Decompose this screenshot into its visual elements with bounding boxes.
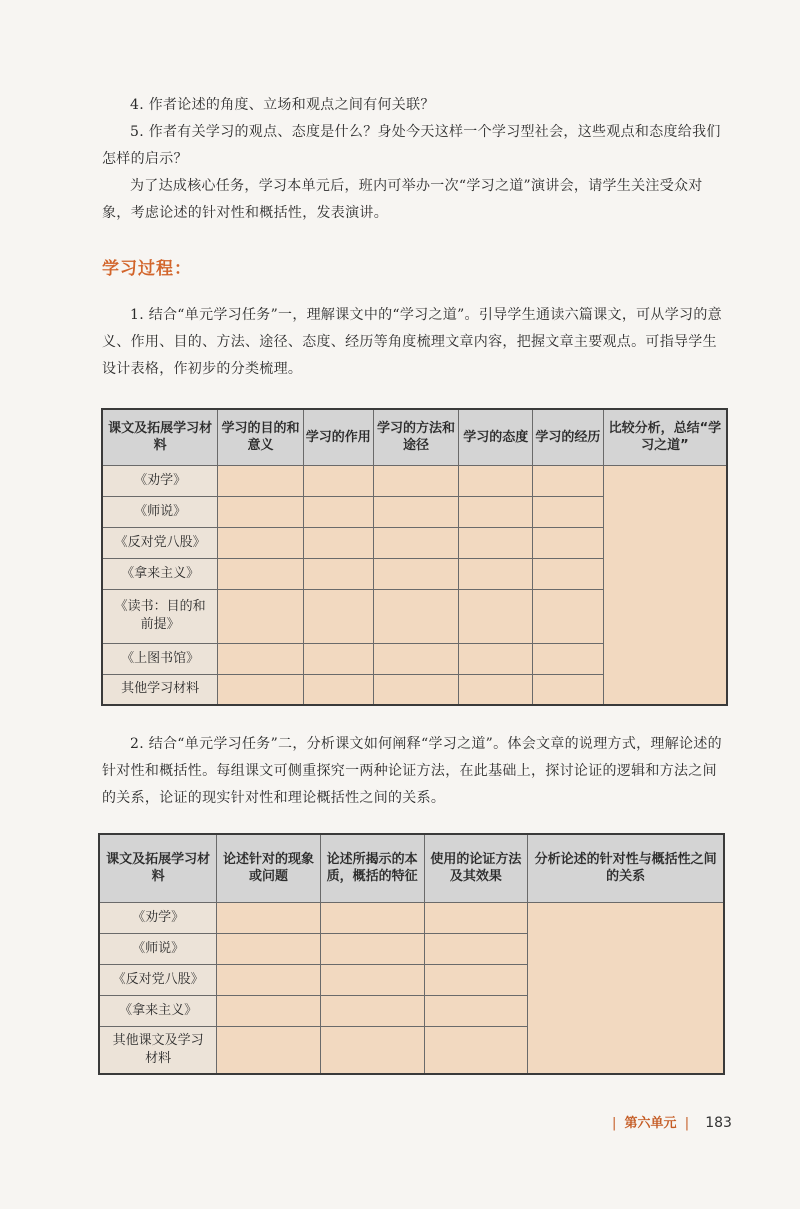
- row-label: 《师说》: [99, 933, 217, 964]
- table-cell: [533, 496, 604, 527]
- table-cell: [320, 964, 424, 995]
- table-cell: [373, 465, 459, 496]
- row-label: 其他课文及学习材料: [99, 1026, 217, 1074]
- table-cell: [373, 589, 459, 643]
- table-cell: [373, 558, 459, 589]
- table-cell: [373, 527, 459, 558]
- learning-way-table: [101, 408, 728, 706]
- table-cell: [533, 465, 604, 496]
- header-cell: 比较分析，总结“学习之道”: [603, 409, 727, 465]
- argument-analysis-table: [98, 833, 725, 1075]
- table-cell: [217, 995, 321, 1026]
- row-label: 其他学习材料: [102, 674, 218, 705]
- table-cell: [303, 558, 373, 589]
- header-cell: 课文及拓展学习材料: [102, 409, 218, 465]
- summary-cell: [528, 902, 724, 1074]
- table-cell: [459, 643, 533, 674]
- row-label: 《师说》: [102, 496, 218, 527]
- table-cell: [373, 496, 459, 527]
- table-cell: [459, 527, 533, 558]
- row-label: 《上图书馆》: [102, 643, 218, 674]
- table-cell: [424, 995, 528, 1026]
- table-cell: [320, 933, 424, 964]
- question-5: 5. 作者有关学习的观点、态度是什么？身处今天这样一个学习型社会，这些观点和态度给我们怎样的启示？: [102, 124, 721, 167]
- summary-cell: [603, 465, 727, 705]
- row-label: 《劝学》: [99, 902, 217, 933]
- header-cell: 学习的方法和途径: [373, 409, 459, 465]
- row-label: 《读书：目的和前提》: [102, 589, 218, 643]
- page-number: 183: [705, 1115, 732, 1131]
- table-cell: [459, 496, 533, 527]
- table-cell: [218, 527, 304, 558]
- table-cell: [533, 527, 604, 558]
- table-cell: [218, 589, 304, 643]
- header-cell: 学习的目的和意义: [218, 409, 304, 465]
- row-label: 《反对党八股》: [99, 964, 217, 995]
- table-cell: [320, 1026, 424, 1074]
- table-cell: [303, 674, 373, 705]
- table-cell: [218, 558, 304, 589]
- table-cell: [533, 674, 604, 705]
- table-cell: [459, 558, 533, 589]
- header-cell: 学习的经历: [533, 409, 604, 465]
- table-cell: [373, 674, 459, 705]
- intro-paragraph: 为了达成核心任务，学习本单元后，班内可举办一次“学习之道”演讲会，请学生关注受众对象，考虑论述的针对性和概括性，发表演讲。: [102, 178, 703, 221]
- table-cell: [459, 589, 533, 643]
- table-header-row: [99, 834, 724, 902]
- table-cell: [424, 964, 528, 995]
- table-cell: [217, 902, 321, 933]
- table-cell: [303, 465, 373, 496]
- step-1-paragraph: 1. 结合“单元学习任务”一，理解课文中的“学习之道”。引导学生通读六篇课文，可从学习的意义、作用、目的、方法、途径、态度、经历等角度梳理文章内容，把握文章主要观点。可指导学生设计表格，作初步的分类梳理。: [102, 307, 722, 377]
- table-cell: [217, 933, 321, 964]
- table-cell: [533, 643, 604, 674]
- row-label: 《拿来主义》: [102, 558, 218, 589]
- table-cell: [533, 589, 604, 643]
- footer-divider: |: [684, 1116, 690, 1131]
- footer-divider: |: [612, 1116, 617, 1131]
- header-cell: 论述所揭示的本质，概括的特征: [320, 834, 424, 902]
- header-cell: 论述针对的现象或问题: [217, 834, 321, 902]
- table-cell: [320, 995, 424, 1026]
- table-cell: [218, 674, 304, 705]
- table-row: [99, 902, 724, 933]
- table-cell: [459, 465, 533, 496]
- table-cell: [218, 643, 304, 674]
- unit-label: 第六单元: [624, 1116, 677, 1131]
- step-2-paragraph: 2. 结合“单元学习任务”二，分析课文如何阐释“学习之道”。体会文章的说理方式，理解论述的针对性和概括性。每组课文可侧重探究一两种论证方法，在此基础上，探讨论证的逻辑和方法之间的关系，论证的现实针对性和理论概括性之间的关系。: [102, 736, 722, 806]
- table-cell: [459, 674, 533, 705]
- header-cell: 使用的论证方法及其效果: [424, 834, 528, 902]
- header-cell: 学习的态度: [459, 409, 533, 465]
- question-4: 4. 作者论述的角度、立场和观点之间有何关联？: [130, 97, 435, 113]
- table-cell: [218, 496, 304, 527]
- row-label: 《劝学》: [102, 465, 218, 496]
- table-cell: [303, 589, 373, 643]
- header-cell: 分析论述的针对性与概括性之间的关系: [528, 834, 724, 902]
- table-cell: [303, 527, 373, 558]
- table-cell: [217, 964, 321, 995]
- table-cell: [533, 558, 604, 589]
- table-header-row: [102, 409, 727, 465]
- section-title: 学习过程：: [102, 259, 192, 279]
- row-label: 《反对党八股》: [102, 527, 218, 558]
- table-row: [102, 465, 727, 496]
- table-cell: [218, 465, 304, 496]
- table-cell: [217, 1026, 321, 1074]
- table-cell: [424, 902, 528, 933]
- row-label: 《拿来主义》: [99, 995, 217, 1026]
- table-cell: [373, 643, 459, 674]
- header-cell: 课文及拓展学习材料: [99, 834, 217, 902]
- table-cell: [320, 902, 424, 933]
- table-cell: [303, 496, 373, 527]
- page-footer: [612, 1112, 732, 1131]
- table-cell: [303, 643, 373, 674]
- header-cell: 学习的作用: [303, 409, 373, 465]
- table-cell: [424, 933, 528, 964]
- table-cell: [424, 1026, 528, 1074]
